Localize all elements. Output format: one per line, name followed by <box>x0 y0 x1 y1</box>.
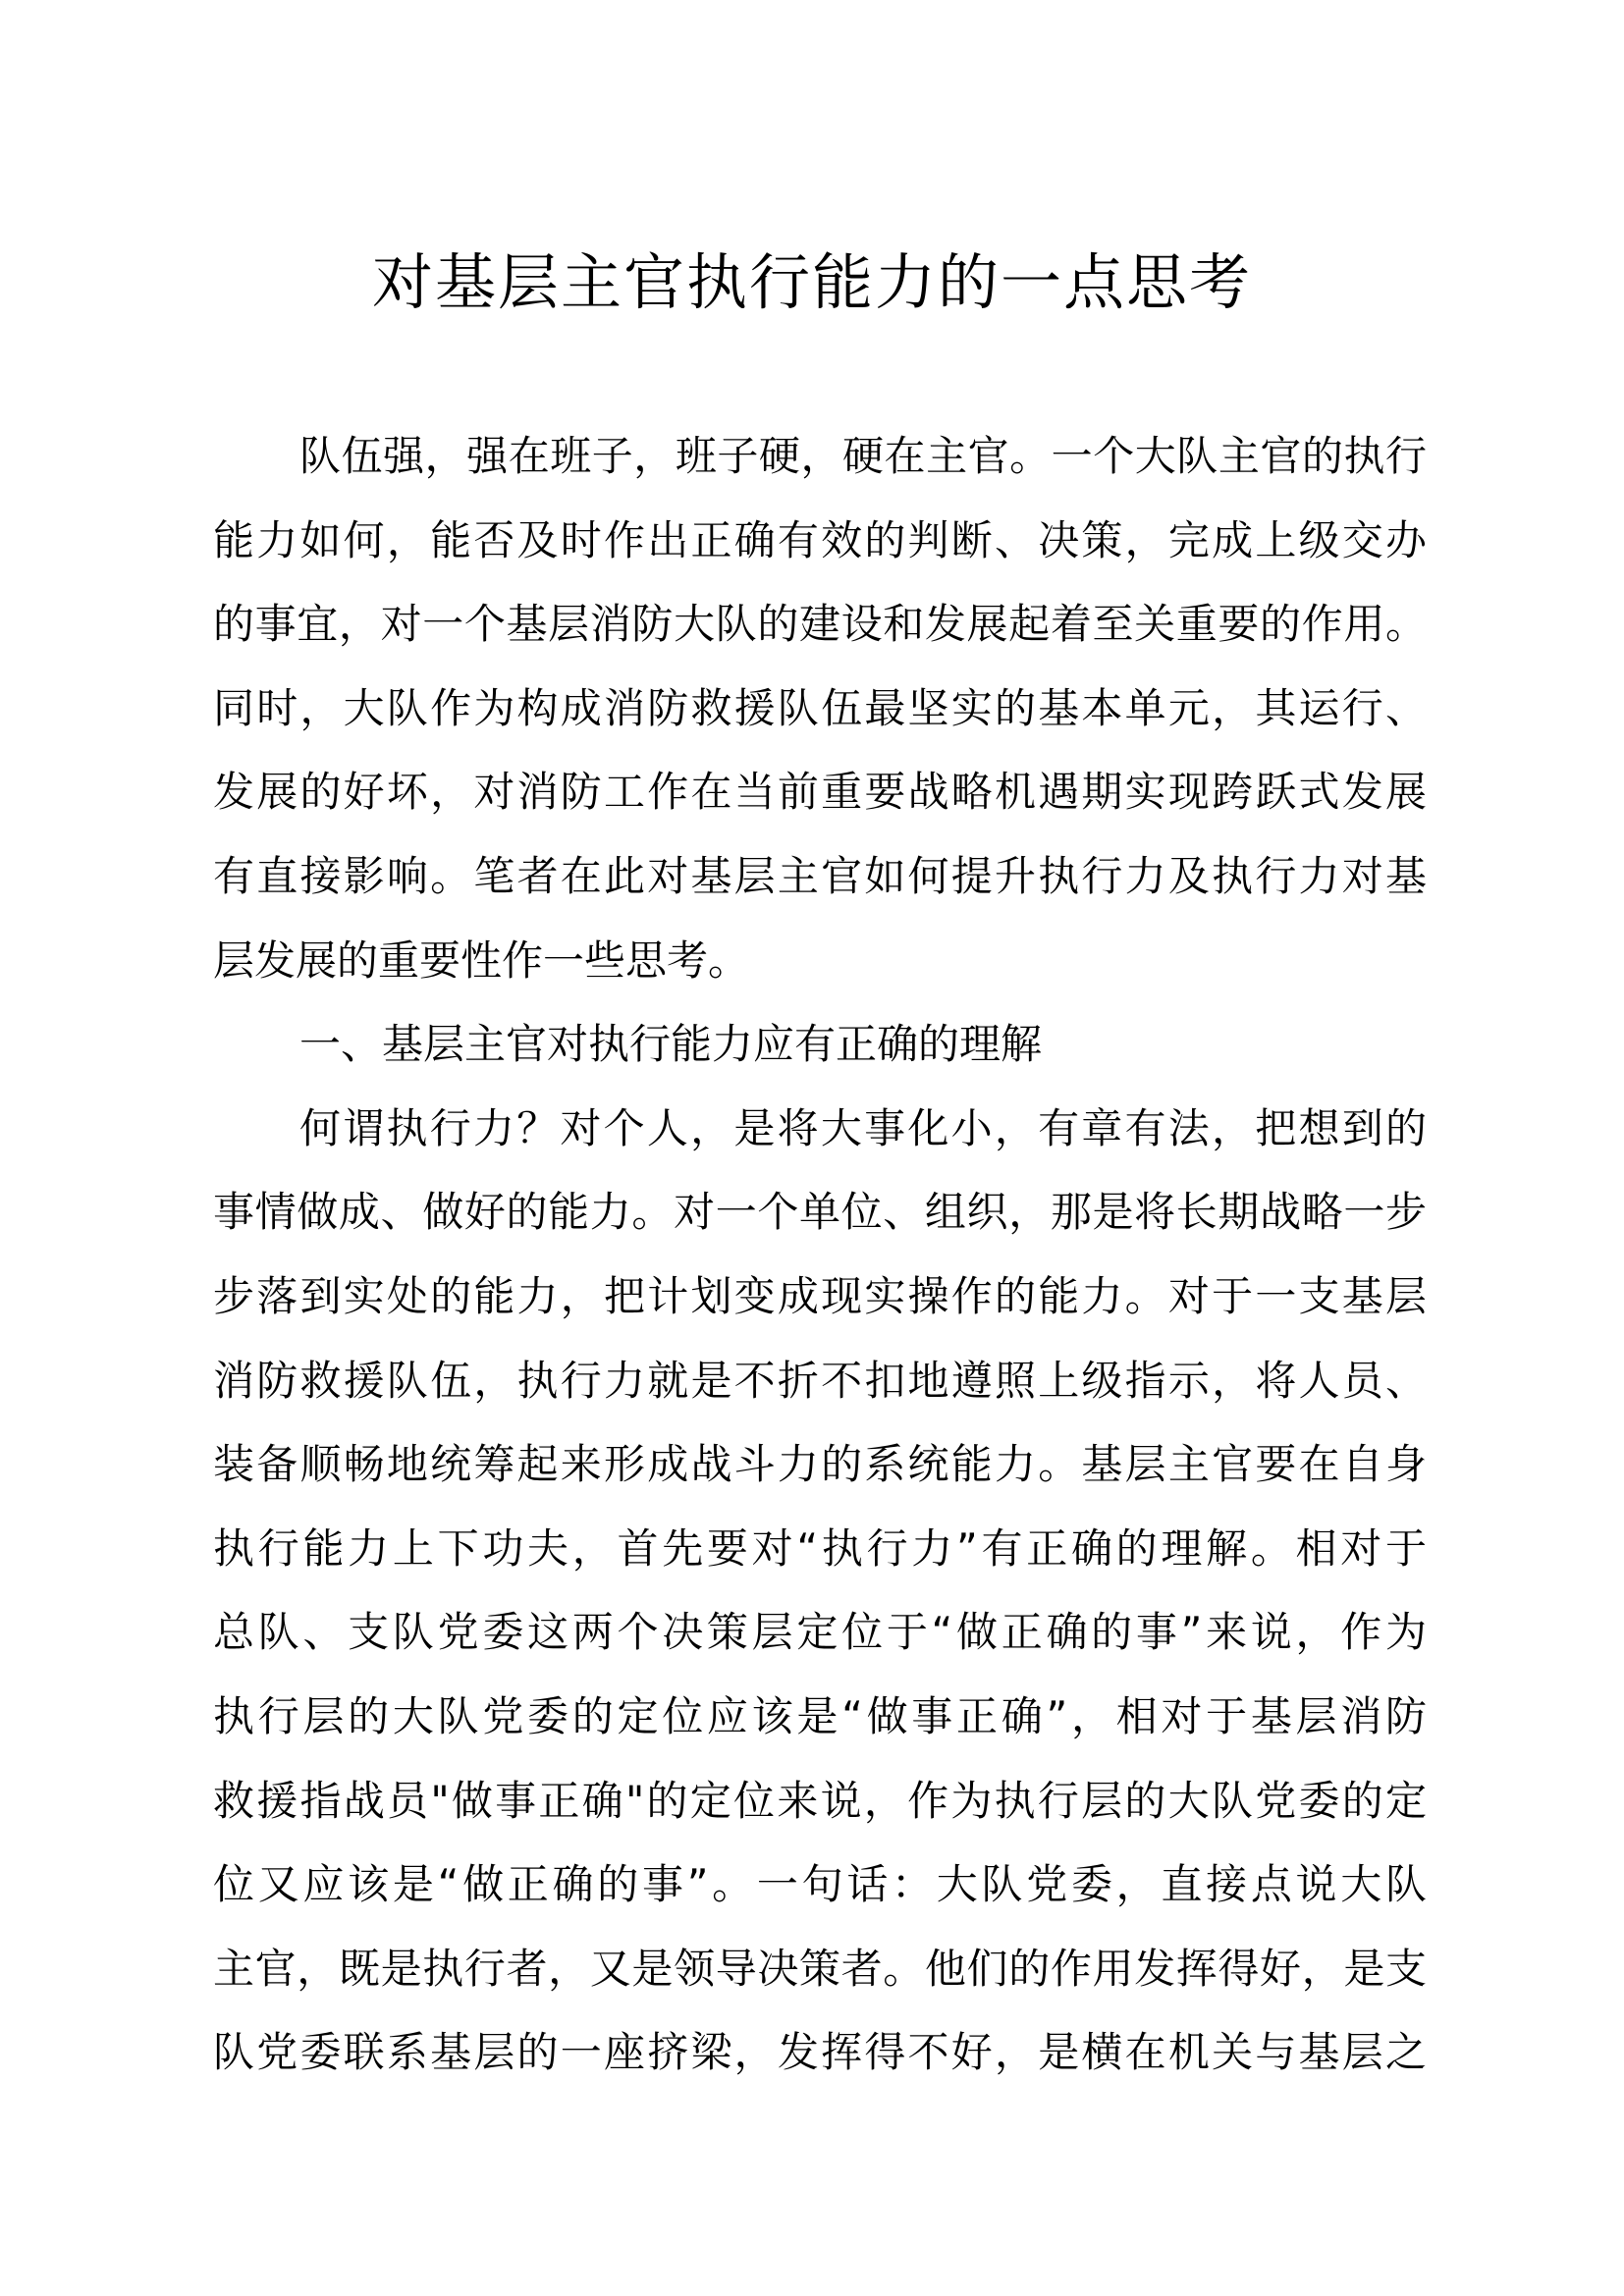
paragraph-1-line-6: 有直接影响。笔者在此对基层主官如何提升执行力及执行力对基 <box>213 851 1427 900</box>
paragraph-2-line-2: 事情做成、做好的能力。对一个单位、组织，那是将长期战略一步 <box>213 1188 1427 1237</box>
document-body <box>213 414 1427 2095</box>
paragraph-1-line-1: 队伍强，强在班子，班子硬，硬在主官。一个大队主官的执行 <box>299 432 1427 480</box>
paragraph-1-line-3: 的事宜，对一个基层消防大队的建设和发展起着至关重要的作用。 <box>213 600 1427 649</box>
paragraph-2-line-4: 消防救援队伍，执行力就是不折不扣地遵照上级指示，将人员、 <box>213 1356 1427 1405</box>
paragraph-1-line-5: 发展的好坏，对消防工作在当前重要战略机遇期实现跨跃式发展 <box>213 768 1427 817</box>
paragraph-2-line-8: 执行层的大队党委的定位应该是“做事正确”，相对于基层消防 <box>213 1691 1427 1740</box>
document-title: 对基层主官执行能力的一点思考 <box>371 246 1252 318</box>
paragraph-2-line-6: 执行能力上下功夫，首先要对“执行力”有正确的理解。相对于 <box>213 1523 1427 1573</box>
paragraph-2-line-9: 救援指战员"做事正确"的定位来说，作为执行层的大队党委的定 <box>213 1776 1427 1825</box>
paragraph-2-line-1: 何谓执行力？对个人，是将大事化小，有章有法，把想到的 <box>299 1103 1427 1152</box>
paragraph-2-line-12: 队党委联系基层的一座挤梁，发挥得不好，是横在机关与基层之 <box>213 2028 1427 2077</box>
section-heading-1: 一、基层主官对执行能力应有正确的理解 <box>299 1020 1043 1069</box>
paragraph-2-line-3: 步落到实处的能力，把计划变成现实操作的能力。对于一支基层 <box>213 1271 1427 1320</box>
paragraph-1-line-7: 层发展的重要性作一些思考。 <box>213 935 750 985</box>
paragraph-2-line-7: 总队、支队党委这两个决策层定位于“做正确的事”来说，作为 <box>213 1608 1427 1657</box>
paragraph-2-line-11: 主官，既是执行者，又是领导决策者。他们的作用发挥得好，是支 <box>213 1944 1427 1993</box>
paragraph-2-line-10: 位又应该是“做正确的事”。一句话：大队党委，直接点说大队 <box>213 1860 1427 1909</box>
paragraph-1-line-4: 同时，大队作为构成消防救援队伍最坚实的基本单元，其运行、 <box>213 683 1427 732</box>
paragraph-2-line-5: 装备顺畅地统筹起来形成战斗力的系统能力。基层主官要在自身 <box>213 1440 1427 1489</box>
paragraph-1-line-2: 能力如何，能否及时作出正确有效的判断、决策，完成上级交办 <box>213 515 1427 564</box>
